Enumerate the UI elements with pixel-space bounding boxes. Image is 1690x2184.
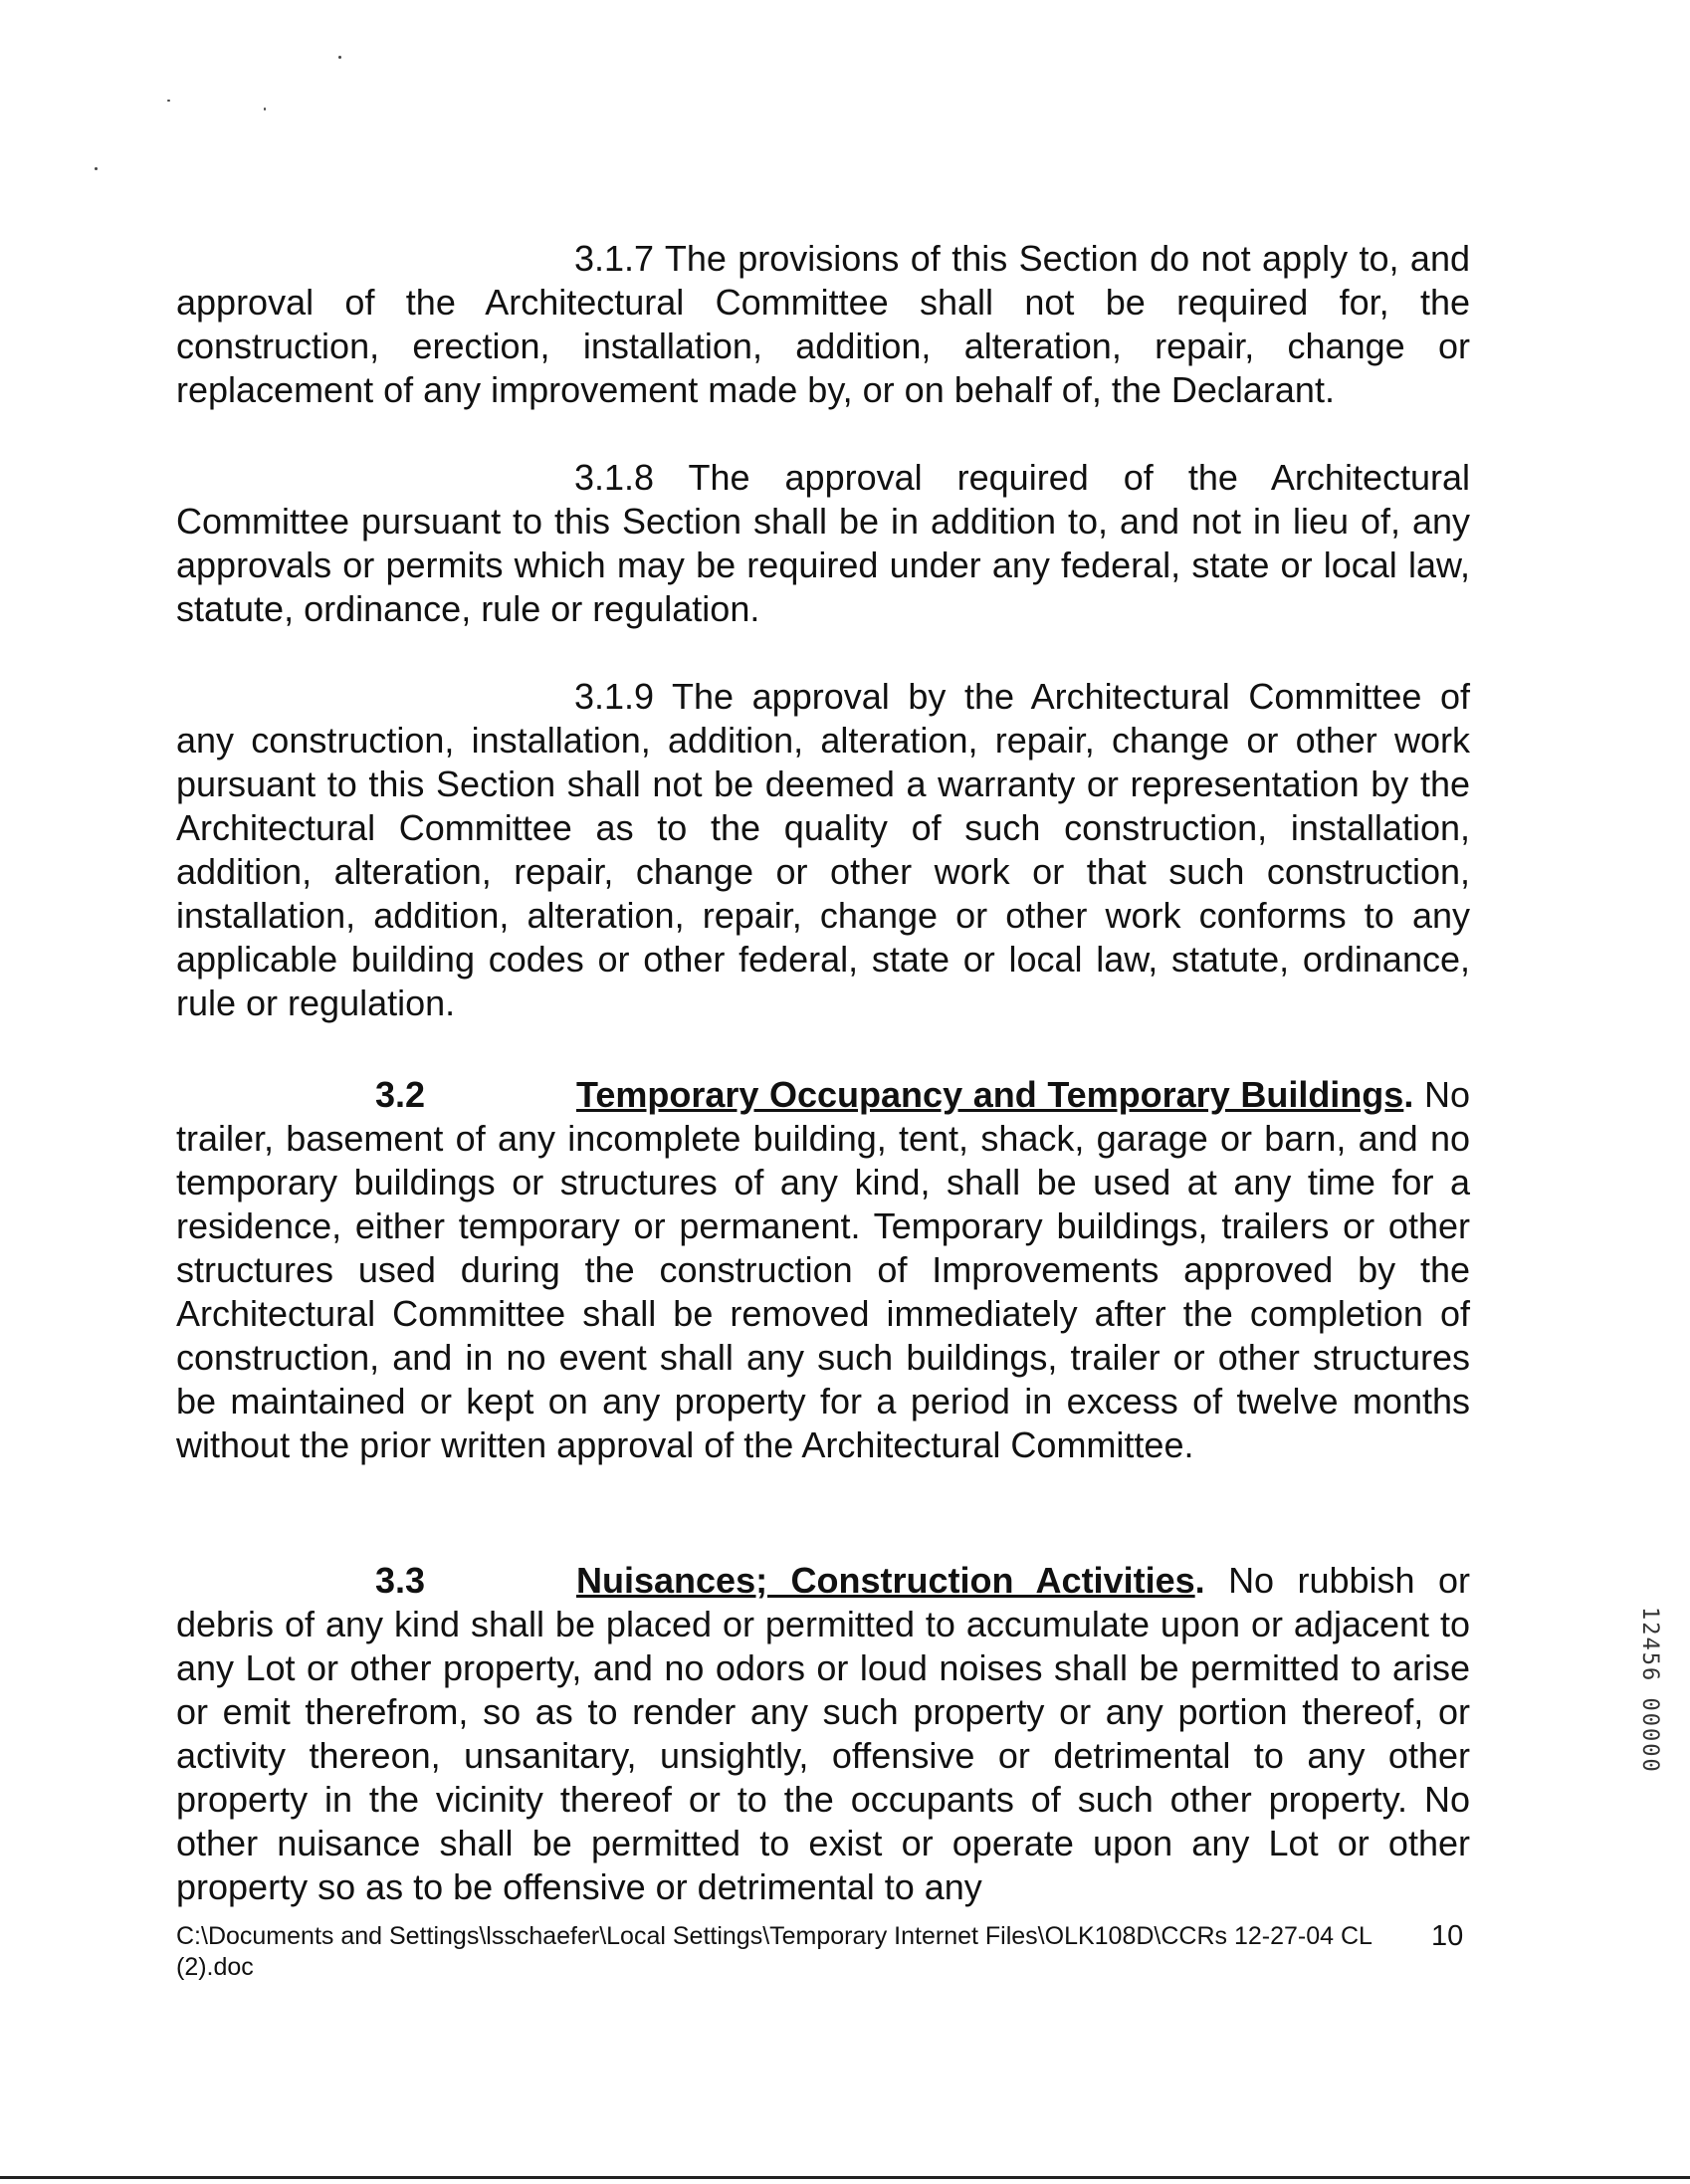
scan-speck	[264, 108, 266, 110]
paragraph-3-1-9-text: 3.1.9 The approval by the Architectural Committee of any construction, installation, addition, alteration, repair, change or other work pursuant to this Section shall not be deemed a warranty or representation by the Architectural Committee as to the quality of such construction, installation, addition, alteration, repair, change or other work or that such construction, installation, addition, alteration, repair, change or other work conforms to any applicable building codes or other federal, state or local law, statute, ordinance, rule or regulation.	[176, 676, 1470, 1023]
scan-speck	[338, 56, 341, 59]
paragraph-3-1-7	[176, 237, 1470, 412]
section-3-2-heading-end: .	[1403, 1074, 1414, 1115]
section-3-3-number: 3.3	[375, 1560, 426, 1601]
scan-speck	[167, 100, 170, 102]
section-3-2-body: No trailer, basement of any incomplete building, tent, shack, garage or barn, and no temporary buildings or structures of any kind, shall be used at any time for a residence, either temporary or permanent. Temporary buildings, trailers or other structures used during the construction of Improvements approved by the Architectural Committee shall be removed immediately after the completion of construction, and in no event shall any such buildings, trailer or other structures be maintained or kept on any property for a period in excess of twelve months without the prior written approval of the Architectural Committee.	[176, 1074, 1470, 1465]
scan-bottom-edge	[0, 2176, 1690, 2179]
section-3-3-heading: Nuisances; Construction Activities	[576, 1560, 1195, 1601]
section-3-2	[176, 1073, 1470, 1467]
section-3-2-number: 3.2	[375, 1074, 426, 1115]
section-3-3	[176, 1559, 1470, 1909]
paragraph-3-1-8-text: 3.1.8 The approval required of the Architectural Committee pursuant to this Section shall be in addition to, and not in lieu of, any approvals or permits which may be required under any federal, state or local law, statute, ordinance, rule or regulation.	[176, 457, 1470, 629]
paragraph-3-1-8	[176, 456, 1470, 631]
paragraph-3-1-7-text: 3.1.7 The provisions of this Section do not apply to, and approval of the Architectural Committee shall not be required for, the construction, erection, installation, addition, alteration, repair, change or replacement of any improvement made by, or on behalf of, the Declarant.	[176, 238, 1470, 410]
side-recording-stamp: 12456 00000	[1637, 1607, 1662, 1774]
paragraph-3-1-9	[176, 675, 1470, 1025]
scan-speck	[95, 167, 98, 170]
footer-file-path: C:\Documents and Settings\lsschaefer\Local Settings\Temporary Internet Files\OLK108D\CCRs 12-27-04 CL (2).doc	[176, 1922, 1373, 1981]
section-3-3-heading-end: .	[1194, 1560, 1205, 1601]
footer-page-number: 10	[1431, 1920, 1464, 1952]
section-3-2-heading: Temporary Occupancy and Temporary Buildings	[576, 1074, 1404, 1115]
section-3-3-body: No rubbish or debris of any kind shall be placed or permitted to accumulate upon or adjacent to any Lot or other property, and no odors or loud noises shall be permitted to arise or emit therefrom, so as to render any such property or any portion thereof, or activity thereon, unsanitary, unsightly, offensive or detrimental to any other property in the vicinity thereof or to the occupants of such other property. No other nuisance shall be permitted to exist or operate upon any Lot or other property so as to be offensive or detrimental to any	[176, 1560, 1470, 1907]
